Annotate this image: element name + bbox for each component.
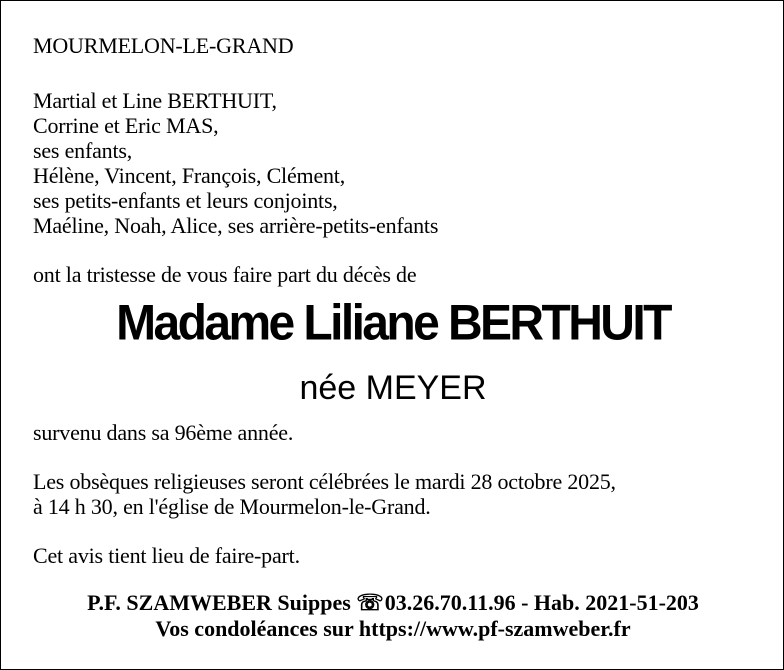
- spacer: [33, 519, 773, 543]
- family-line: Corrine et Eric MAS,: [33, 113, 219, 138]
- condolences-link[interactable]: Vos condoléances sur https://www.pf-szamweber.fr: [155, 616, 631, 641]
- family-list: [33, 88, 773, 238]
- maiden-name: née MEYER: [299, 369, 487, 407]
- deceased-name: Madame Liliane BERTHUIT: [116, 295, 670, 352]
- family-line: Maéline, Noah, Alice, ses arrière-petits-enfants: [33, 213, 439, 238]
- family-line: Hélène, Vincent, François, Clément,: [33, 163, 346, 188]
- funeral-home-phone: 03.26.70.11.96 - Hab. 2021-51-203: [384, 590, 699, 615]
- age-line: survenu dans sa 96ème année.: [33, 420, 294, 445]
- funeral-line: à 14 h 30, en l'église de Mourmelon-le-Grand.: [33, 494, 431, 519]
- town-heading: MOURMELON-LE-GRAND: [33, 33, 294, 58]
- phone-icon: ☏: [356, 590, 384, 615]
- notice-lower-text: [33, 420, 773, 568]
- announcement-text: ont la tristesse de vous faire part du décès de: [33, 262, 417, 287]
- funeral-details: [33, 469, 773, 519]
- funeral-line: Les obsèques religieuses seront célébrées le mardi 28 octobre 2025,: [33, 469, 616, 494]
- funeral-home-footer: [1, 590, 784, 642]
- family-line: ses enfants,: [33, 138, 133, 163]
- closing-note: Cet avis tient lieu de faire-part.: [33, 543, 300, 568]
- notice-upper-text: [33, 33, 773, 287]
- funeral-home-name: P.F. SZAMWEBER Suippes: [87, 590, 351, 615]
- spacer: [33, 238, 773, 262]
- family-line: ses petits-enfants et leurs conjoints,: [33, 188, 338, 213]
- family-line: Martial et Line BERTHUIT,: [33, 88, 277, 113]
- funeral-home-contact: [1, 590, 784, 616]
- spacer: [33, 445, 773, 469]
- spacer: [33, 58, 773, 88]
